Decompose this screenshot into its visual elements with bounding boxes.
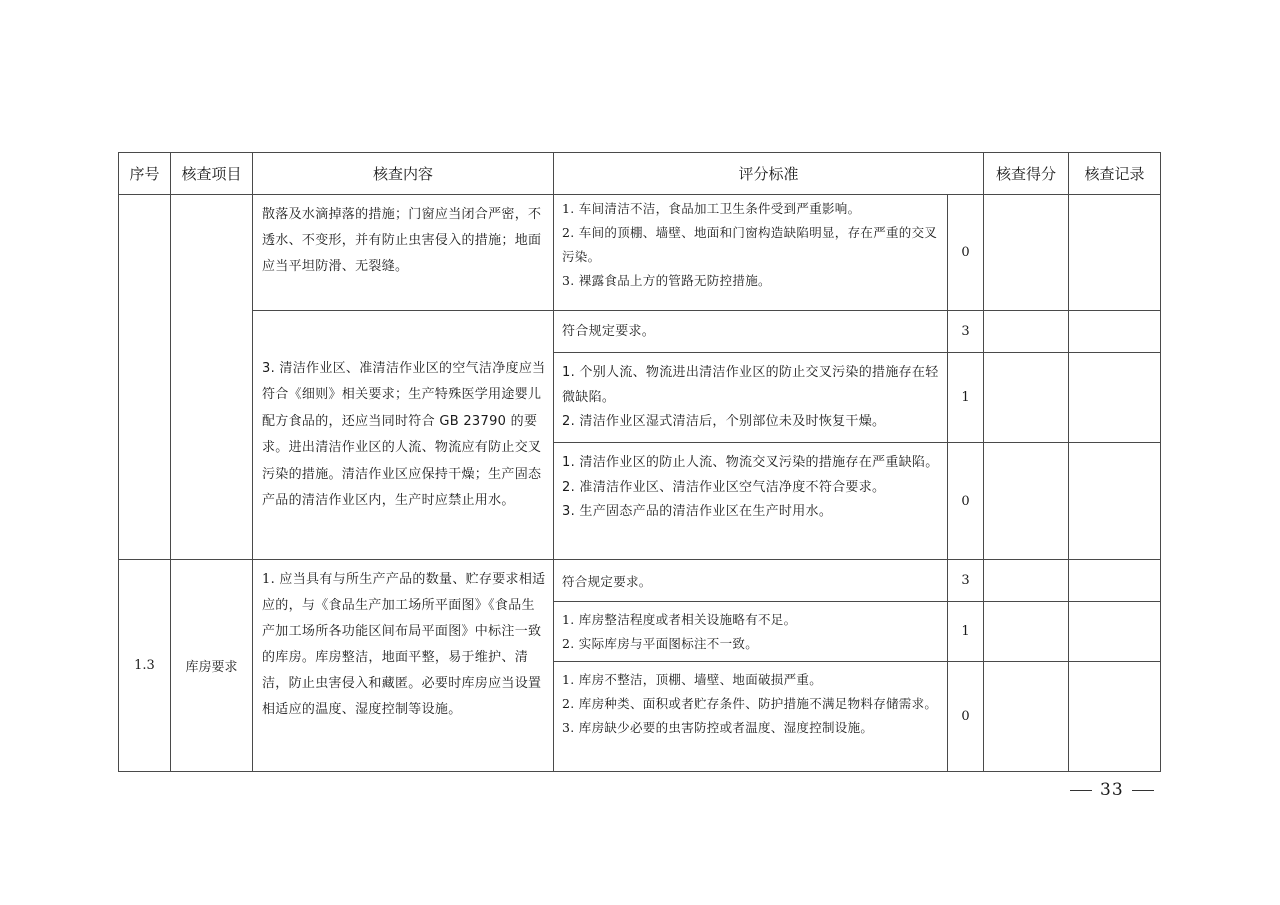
criteria-cell [554,560,948,602]
score-input-cell[interactable] [984,662,1069,772]
header-score: 核查得分 [984,153,1069,195]
content-cell [253,195,554,311]
criteria-line: 符合规定要求。 [562,573,652,589]
record-input-cell[interactable] [1069,311,1161,353]
page-number-text: 33 [1100,780,1124,800]
record-input-cell[interactable] [1069,602,1161,662]
criteria-cell [554,443,948,560]
score-cell: 1 [948,353,984,443]
cell-no: 1.3 [119,560,171,772]
criteria-line: 3. 裸露食品上方的管路无防控措施。 [562,273,771,288]
criteria-line: 3. 库房缺少必要的虫害防控或者温度、湿度控制设施。 [562,720,874,735]
header-item: 核查项目 [171,153,253,195]
criteria-cell [554,311,948,353]
header-criteria: 评分标准 [554,153,984,195]
cell-item-continued [171,195,253,560]
criteria-cell [554,602,948,662]
criteria-cell [554,353,948,443]
score-cell: 0 [948,662,984,772]
criteria-line: 3. 生产固态产品的清洁作业区在生产时用水。 [562,504,833,519]
score-input-cell[interactable] [984,602,1069,662]
score-cell: 0 [948,443,984,560]
table-row [119,311,1161,353]
page-number [1062,780,1162,800]
criteria-line: 2. 车间的顶棚、墙壁、地面和门窗构造缺陷明显，存在严重的交叉污染。 [562,225,938,264]
criteria-line: 1. 库房不整洁，顶棚、墙壁、地面破损严重。 [562,672,823,687]
record-input-cell[interactable] [1069,195,1161,311]
criteria-cell [554,195,948,311]
content-text: 1. 应当具有与所生产产品的数量、贮存要求相适应的，与《食品生产加工场所平面图》《食品生产加工场所各功能区间布局平面图》中标注一致的库房。库房整洁，地面平整，易于维护、清洁，防止虫害侵入和藏匿。必要时库房应当设置相适应的温度、湿度控制等设施。 [262,572,546,717]
record-input-cell[interactable] [1069,353,1161,443]
score-cell: 0 [948,195,984,311]
record-input-cell[interactable] [1069,662,1161,772]
table-row [119,195,1161,311]
record-input-cell[interactable] [1069,443,1161,560]
content-cell [253,560,554,772]
header-no: 序号 [119,153,171,195]
dash-left [1070,790,1092,791]
criteria-line: 2. 清洁作业区湿式清洁后，个别部位未及时恢复干燥。 [562,414,886,429]
header-content: 核查内容 [253,153,554,195]
cell-item: 库房要求 [171,560,253,772]
score-input-cell[interactable] [984,195,1069,311]
criteria-line: 1. 清洁作业区的防止人流、物流交叉污染的措施存在严重缺陷。 [562,455,939,470]
header-record: 核查记录 [1069,153,1161,195]
score-cell: 3 [948,560,984,602]
score-cell: 1 [948,602,984,662]
criteria-line: 1. 个别人流、物流进出清洁作业区的防止交叉污染的措施存在轻微缺陷。 [562,365,939,405]
table-row [119,560,1161,602]
content-cell [253,311,554,560]
content-text: 3. 清洁作业区、准清洁作业区的空气洁净度应当符合《细则》相关要求；生产特殊医学用途婴儿配方食品的，还应当同时符合 GB 23790 的要求。进出清洁作业区的人流、物流应有防止交叉污染的措施。清洁作业区应保持干燥；生产固态产品的清洁作业区内，生产时应禁止用水。 [262,360,546,508]
criteria-line: 2. 库房种类、面积或者贮存条件、防护措施不满足物料存储需求。 [562,696,938,711]
criteria-line: 符合规定要求。 [562,324,656,340]
score-cell: 3 [948,311,984,353]
score-input-cell[interactable] [984,353,1069,443]
record-input-cell[interactable] [1069,560,1161,602]
score-input-cell[interactable] [984,560,1069,602]
criteria-line: 1. 车间清洁不洁，食品加工卫生条件受到严重影响。 [562,201,861,216]
score-input-cell[interactable] [984,311,1069,353]
criteria-line: 2. 实际库房与平面图标注不一致。 [562,636,759,651]
dash-right [1132,790,1154,791]
score-input-cell[interactable] [984,443,1069,560]
header-row [119,153,1161,195]
criteria-line: 2. 准清洁作业区、清洁作业区空气洁净度不符合要求。 [562,479,886,495]
cell-no-continued [119,195,171,560]
inspection-table [118,152,1161,772]
criteria-cell [554,662,948,772]
content-text: 散落及水滴掉落的措施；门窗应当闭合严密，不透水、不变形，并有防止虫害侵入的措施；地面应当平坦防滑、无裂缝。 [262,207,542,274]
criteria-line: 1. 库房整洁程度或者相关设施略有不足。 [562,612,797,627]
